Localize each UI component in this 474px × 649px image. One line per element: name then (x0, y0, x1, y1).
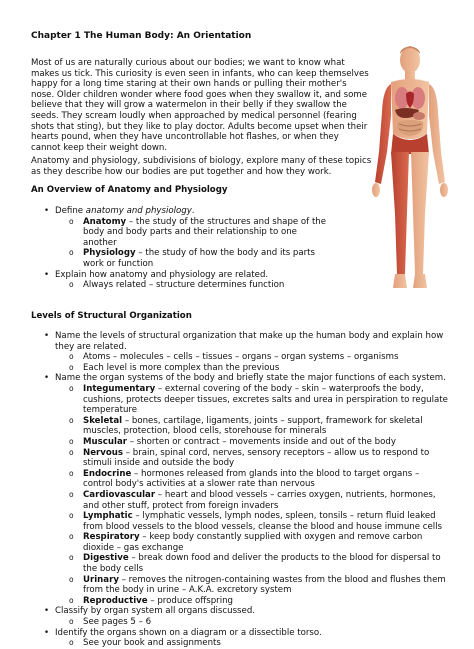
system-term: Integumentary (83, 383, 156, 394)
define-terms: anatomy and physiology (85, 206, 192, 216)
physiology-definition: – the study of how the body and its parts work or function (83, 248, 316, 269)
levels-section-title: Levels of Structural Organization (31, 311, 192, 321)
system-term: Endocrine (83, 468, 132, 479)
system-description: – hormones released from glands into the blood to target organs – control body's activities at a slower rate than nervous (83, 468, 420, 490)
organ-systems-list (31, 384, 451, 606)
system-term: Cardiovascular (83, 489, 156, 500)
human-body-anatomy-figure (365, 42, 455, 312)
organ-system-item (31, 596, 451, 607)
organ-system-item (31, 575, 451, 596)
system-description: – keep body constantly supplied with oxygen and remove carbon dioxide – gas exchange (83, 532, 423, 553)
intro-paragraph: Most of us are naturally curious about our bodies; we want to know what makes us tick. This curiosity is even seen in infants, who can keep themselves happy for a long time staring at their own hands or pulling their mother's nose. Older children wonder where food goes when they swallow it, and some believe that they will grow a watermelon in their belly if they swallow the seeds. They scream loudly when approached by medical personnel (fearing shots that sting), but they like to play doctor. Adults become upset when their hearts pound, when they have uncontrollable hot flashes, or when they cannot keep their weight down. (31, 58, 369, 153)
list-subitem: o See pages 5 – 6 (31, 617, 451, 628)
list-item: • Identify the organs shown on a diagram or a dissectible torso. (31, 628, 451, 639)
second-paragraph: Anatomy and physiology, subdivisions of biology, explore many of these topics as they describe how our bodies are put together and how they work. (31, 156, 372, 177)
organ-system-item (31, 469, 451, 490)
organ-system-item (31, 448, 451, 469)
system-description: – produce offspring (147, 595, 233, 606)
system-term: Urinary (83, 574, 119, 585)
list-subitem: o See your book and assignments (31, 638, 451, 649)
system-term: Nervous (83, 447, 123, 458)
overview-section-title: An Overview of Anatomy and Physiology (31, 185, 228, 195)
physiology-term: Physiology (83, 248, 136, 259)
list-subitem: o Atoms – molecules – cells – tissues – organs – organ systems – organisms (31, 352, 451, 363)
system-description: – heart and blood vessels – carries oxygen, nutrients, hormones, and other stuff, protect from foreign invaders (83, 489, 436, 511)
organ-system-item (31, 490, 451, 511)
list-item: • Explain how anatomy and physiology are related. (31, 270, 331, 281)
organ-system-item (31, 437, 451, 448)
organ-system-item (31, 532, 451, 553)
anatomy-definition: – the study of the structures and shape of the body and body parts and their relationship to one another (83, 216, 327, 248)
organ-system-item (31, 384, 451, 416)
system-term: Muscular (83, 436, 127, 447)
system-description: – external covering of the body – skin – waterproofs the body, cushions, protects deeper tissues, excretes salts and urea in perspiration to regulate temperature (83, 383, 448, 416)
list-subitem: o Always related – structure determines function (31, 280, 331, 291)
system-term: Reproductive (83, 595, 148, 606)
system-term: Skeletal (83, 415, 123, 426)
organ-system-item (31, 511, 451, 532)
system-description: – shorten or contract – movements inside and out of the body (126, 436, 396, 447)
system-description: – bones, cartilage, ligaments, joints – support, framework for skeletal muscles, protection, blood cells, storehouse for minerals (83, 415, 423, 437)
system-description: – lymphatic vessels, lymph nodes, spleen, tonsils – return fluid leaked from blood vessels to the blood vessels, cleanse the blood and house immune cells (83, 511, 443, 532)
list-item: • Classify by organ system all organs discussed. (31, 606, 451, 617)
list-subitem (31, 248, 331, 269)
anatomy-term: Anatomy (83, 216, 127, 227)
system-term: Lymphatic (83, 511, 133, 522)
list-item: • Name the levels of structural organization that make up the human body and explain how they are related. (31, 331, 451, 352)
chapter-heading: Chapter 1 The Human Body: An Orientation (31, 31, 252, 41)
organ-system-item (31, 416, 451, 437)
system-description: – brain, spinal cord, nerves, sensory receptors – allow us to respond to stimuli inside and outside the body (83, 447, 430, 469)
organ-system-item (31, 553, 451, 574)
list-item: • Name the organ systems of the body and briefly state the major functions of each system. (31, 373, 451, 384)
levels-list (31, 331, 451, 649)
overview-list (31, 206, 331, 291)
system-description: – break down food and deliver the products to the blood for dispersal to the body cells (83, 553, 441, 575)
list-subitem (31, 217, 331, 249)
list-subitem: o Each level is more complex than the previous (31, 363, 451, 374)
system-description: – removes the nitrogen-containing wastes from the blood and flushes them from the body in urine – A.K.A. excretory system (83, 574, 446, 596)
system-term: Respiratory (83, 532, 140, 543)
define-prefix: Define (55, 206, 86, 216)
define-suffix: . (191, 206, 195, 216)
list-item (31, 206, 331, 217)
system-term: Digestive (83, 553, 129, 564)
